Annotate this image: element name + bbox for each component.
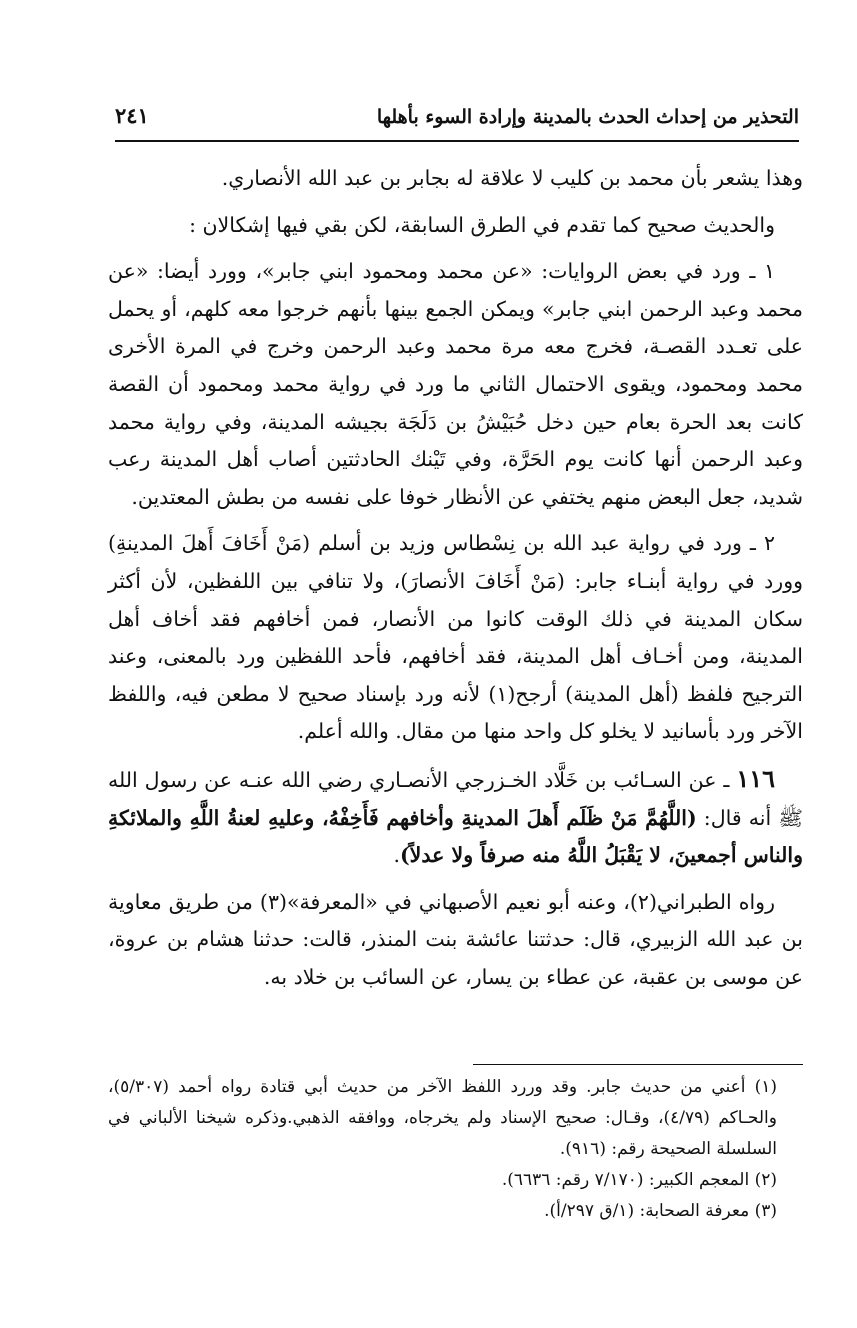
footnote-divider — [473, 1064, 803, 1065]
page-header — [115, 88, 799, 128]
paragraph-1: وهذا يشعر بأن محمد بن كليب لا علاقة له بجابر بن عبد الله الأنصاري. — [221, 166, 803, 190]
footnotes — [108, 1072, 803, 1227]
paragraph-2: والحديث صحيح كما تقدم في الطرق السابقة، لكن بقي فيها إشكالان : — [189, 212, 775, 237]
hadith-text: (اللَّهُمَّ مَنْ ظَلَم أَهلَ المدينةِ وأخافهم فَأَخِفْهُ، وعليهِ لعنةُ اللَّهِ والملائكةِ والناس أجمعينَ، لا يَقْبَلُ اللَّهُ منه صرفاً ولا عدلاً) — [108, 805, 803, 868]
paragraph-3: ١ ـ ورد في بعض الروايات: «عن محمد ومحمود ابني جابر»، وورد أيضا: «عن محمد وعبد الرحمن ابني جابر» ويمكن الجمع بينها بأنهم خرجوا معه كلهم، أو يحمل على تعـدد القصـة، فخرج معه مرة محمد وعبد الرحمن وخرج في المرة الأخرى محمد ومحمود، ويقوى الاحتمال الثاني ما ورد في رواية محمد ومحمود أن القصة كانت بعد الحرة بعام حين دخل حُبَيْشُ بن دَلَجَة بجيشه المدينة، وفي رواية محمد وعبد الرحمن أنها كانت يوم الحَرَّة، وفي تَيْنك الحادثتين أصاب أهل المدينة رعب شديد، جعل البعض منهم يختفي عن الأنظار خوفا على نفسه من بطش المعتدين. — [108, 259, 803, 509]
page-number: ٢٤١ — [115, 103, 149, 128]
header-divider — [115, 140, 799, 142]
hadith-intro: ـ عن السـائب بن خَلَّاد الخـزرجي الأنصـاري رضي الله عنـه عن رسول الله ﷺ أنه قال: — [108, 767, 804, 830]
main-text — [108, 160, 803, 1005]
running-title: التحذير من إحداث الحدث بالمدينة وإرادة السوء بأهلها — [376, 106, 799, 128]
hadith-end: . — [393, 843, 400, 868]
footnote-2: (٢) المعجم الكبير: (٧/١٧٠ رقم: ٦٦٣٦). — [501, 1170, 777, 1190]
footnote-1: (١) أعني من حديث جابر. وقد وررد اللفظ الآخر من حديث أبي قتادة رواه أحمد (٥/٣٠٧)، والحـاكم (٤/٧٩)، وقـال: صحيح الإسناد ولم يخرجاه، ووافقه الذهبي.وذكره شيخنا الألباني في السلسلة الصحيحة رقم: (٩١٦). — [108, 1077, 777, 1159]
hadith-number: ١١٦ — [736, 763, 775, 793]
hadith-116 — [108, 760, 803, 875]
paragraph-6: رواه الطبراني(٢)، وعنه أبو نعيم الأصبهاني في «المعرفة»(٣) من طريق معاوية بن عبد الله الزبيري، قال: حدثتنا عائشة بنت المنذر، قالت: حدثنا هشام بن عروة، عن موسى بن عقبة، عن عطاء بن يسار، عن السائب بن خلاد به. — [108, 889, 803, 989]
footnote-3: (٣) معرفة الصحابة: (١/ق ٢٩٧/أ). — [544, 1201, 777, 1221]
paragraph-4: ٢ ـ ورد في رواية عبد الله بن نِسْطاس وزيد بن أسلم (مَنْ أَخَافَ أَهلَ المدينةِ) وورد في رواية أبنـاء جابر: (مَنْ أَخَافَ الأنصارَ)، ولا تنافي بين اللفظين، لأن أكثر سكان المدينة في ذلك الوقت كانوا من الأنصار، فمن أخافهم فقد أخاف أهل المدينة، ومن أخـاف أهل المدينة، فقد أخافهم، فأحد اللفظين ورد بالمعنى، وعند الترجيح فلفظ (أهل المدينة) أرجح(١) لأنه ورد بإسناد صحيح لا مطعن فيه، واللفظ الآخر ورد بأسانيد لا يخلو كل واحد منها من مقال. والله أعلم. — [108, 531, 803, 744]
